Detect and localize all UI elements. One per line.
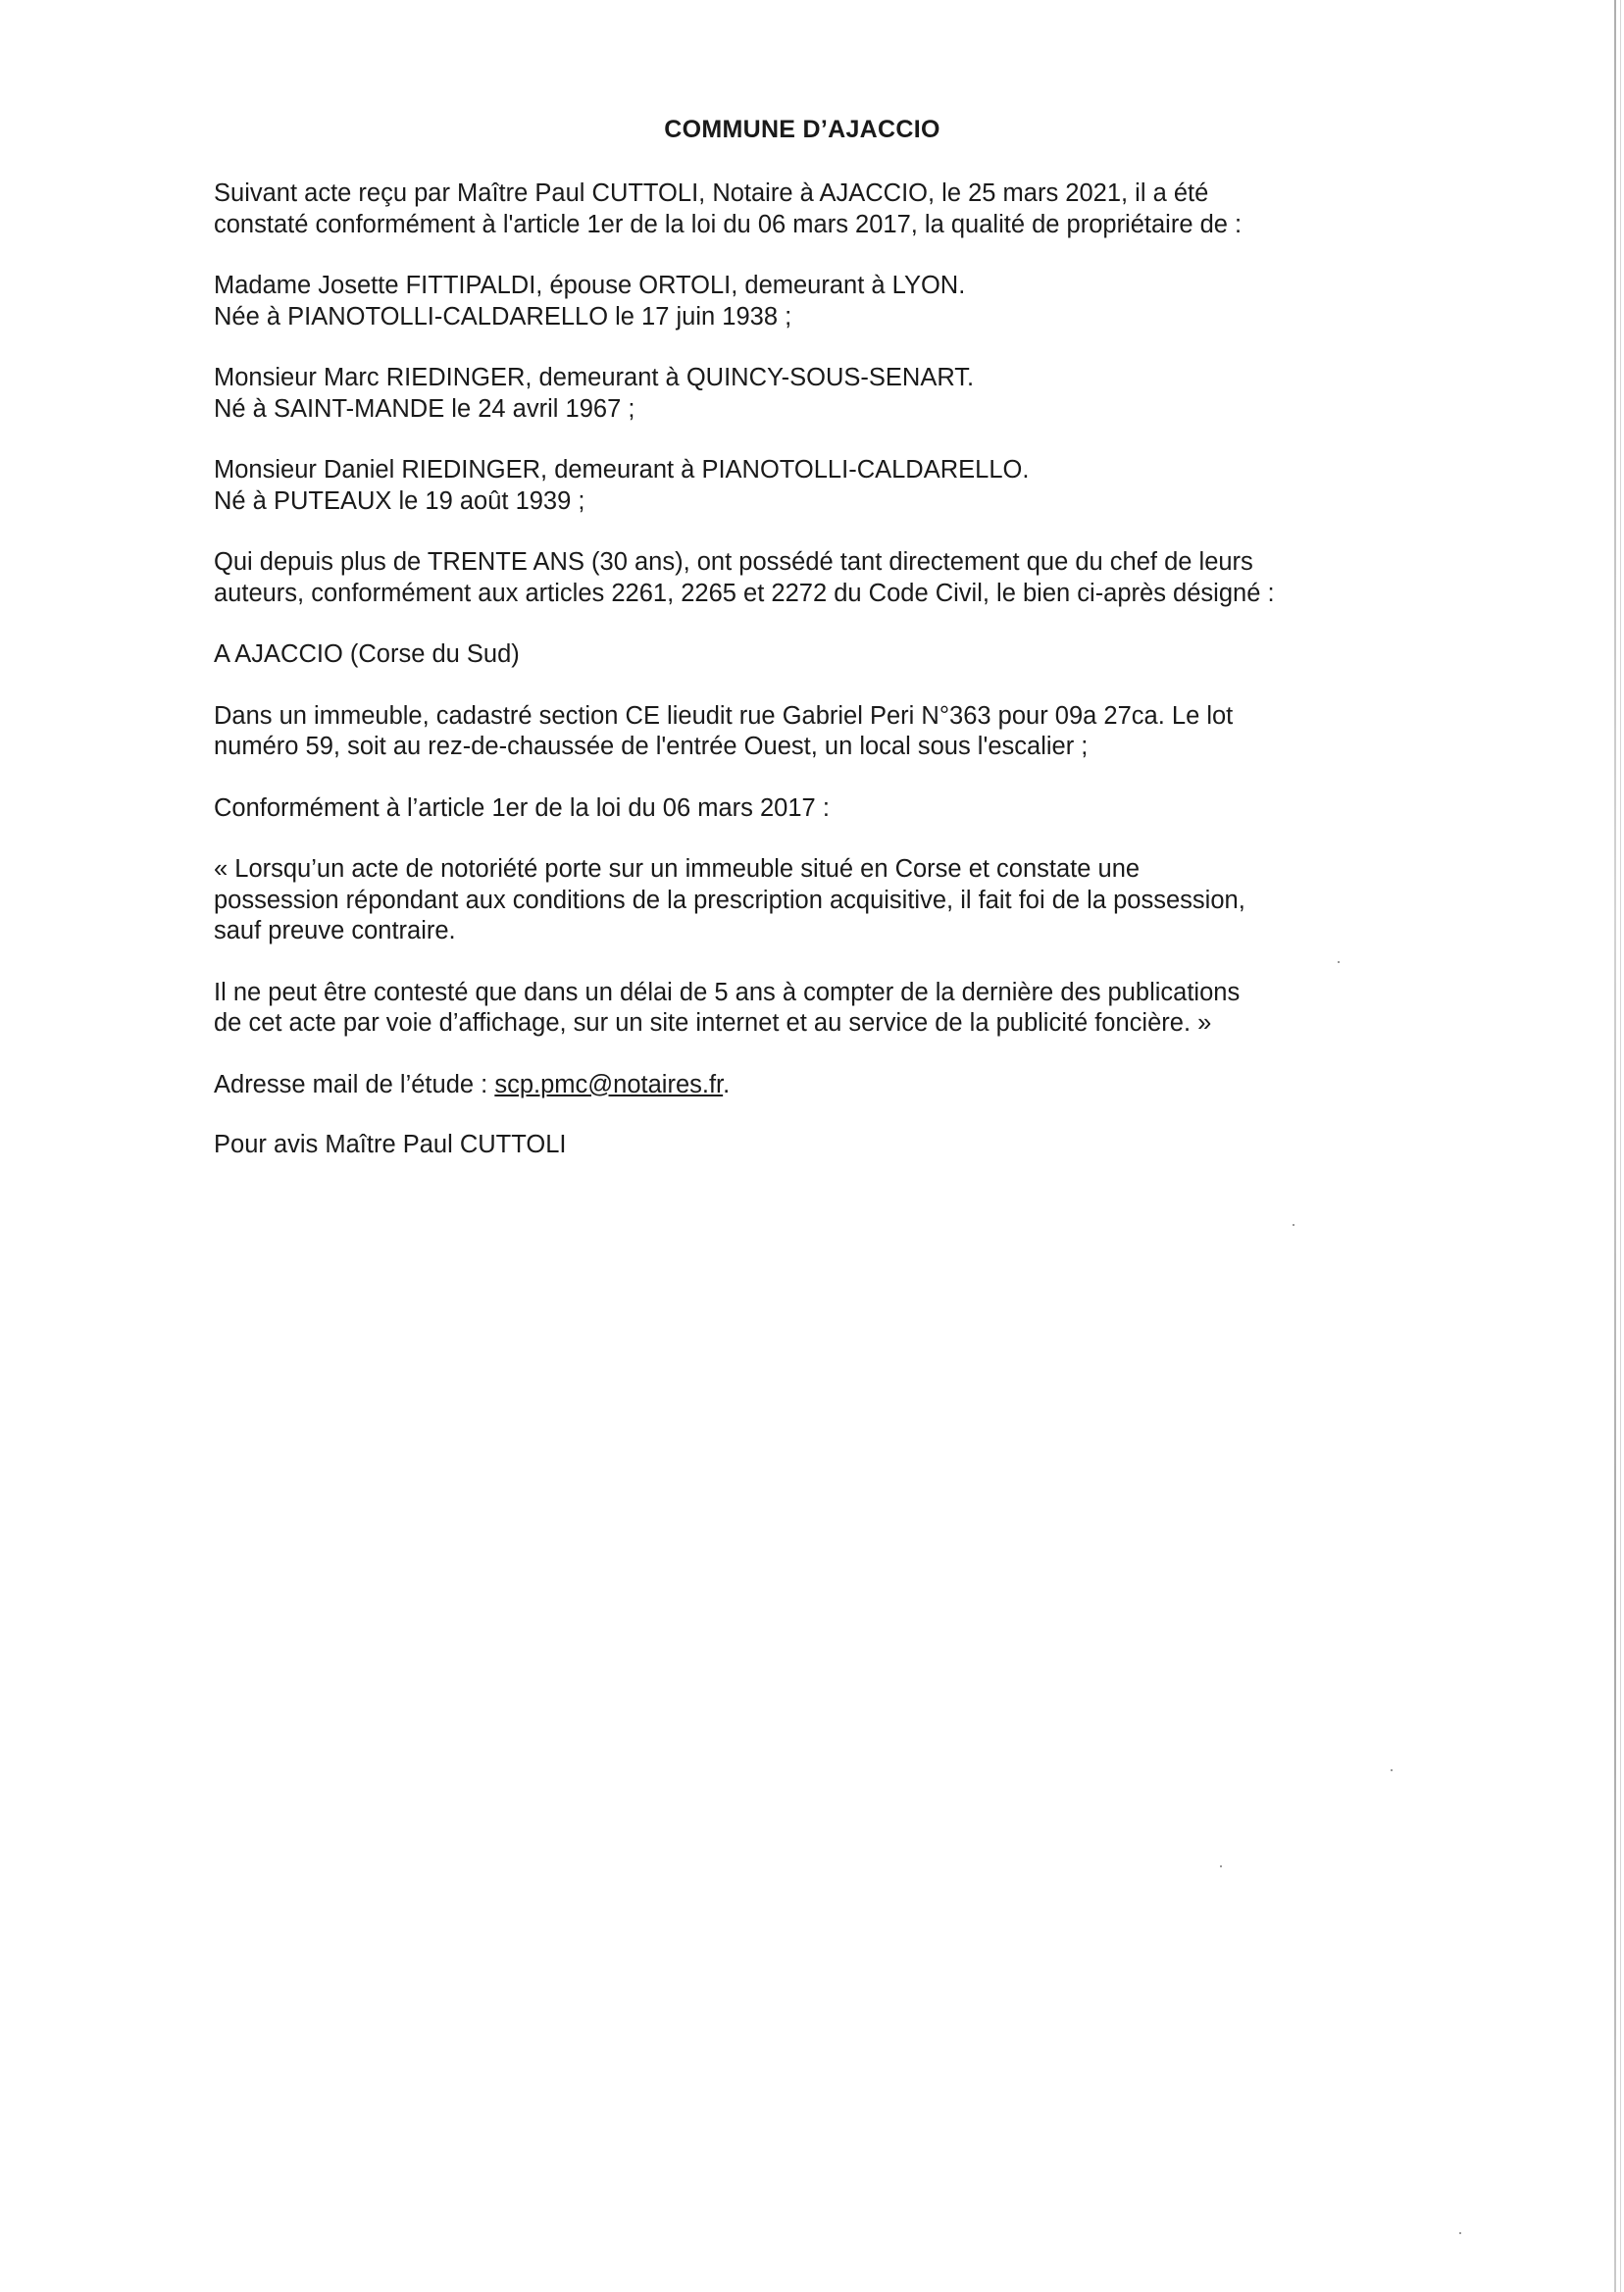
scan-speck (1293, 1224, 1294, 1226)
email-paragraph (214, 1070, 1405, 1101)
possession-line: Qui depuis plus de TRENTE ANS (30 ans), ont possédé tant directement que du chef de leurs (214, 548, 1253, 576)
law-reference-paragraph (214, 793, 1405, 825)
possession-line: auteurs, conformément aux articles 2261, 2265 et 2272 du Code Civil, le bien ci-après désigné : (214, 579, 1275, 607)
owner-name-line: Madame Josette FITTIPALDI, épouse ORTOLI, demeurant à LYON. (214, 272, 966, 299)
document-title: COMMUNE D’AJACCIO (664, 116, 940, 143)
intro-line: constaté conformément à l'article 1er de la loi du 06 mars 2017, la qualité de propriétaire de : (214, 210, 1243, 238)
quote-paragraph-2 (214, 978, 1405, 1040)
quote-line: possession répondant aux conditions de la prescription acquisitive, il fait foi de la possession, (214, 886, 1245, 914)
quote-paragraph-1 (214, 854, 1405, 947)
email-line (214, 1070, 1405, 1101)
owner-entry (214, 271, 1405, 332)
scan-speck (1338, 961, 1340, 963)
property-line: numéro 59, soit au rez-de-chaussée de l'entrée Ouest, un local sous l'escalier ; (214, 733, 1089, 760)
signature-paragraph (214, 1130, 1405, 1161)
scan-edge-shadow (1614, 0, 1616, 2292)
property-line: Dans un immeuble, cadastré section CE lieudit rue Gabriel Peri N°363 pour 09a 27ca. Le lot (214, 701, 1234, 730)
signature-line: Pour avis Maître Paul CUTTOLI (214, 1131, 567, 1158)
possession-paragraph (214, 547, 1405, 609)
quote-line: sauf preuve contraire. (214, 917, 456, 944)
owner-birth-line: Née à PIANOTOLLI-CALDARELLO le 17 juin 1938 ; (214, 302, 792, 331)
location-line: A AJACCIO (Corse du Sud) (214, 640, 520, 668)
owner-birth-line: Né à SAINT-MANDE le 24 avril 1967 ; (214, 394, 635, 423)
property-paragraph (214, 701, 1405, 763)
location-paragraph (214, 639, 1405, 671)
document-body (214, 178, 1405, 1192)
email-suffix: . (723, 1070, 731, 1098)
quote-line: de cet acte par voie d’affichage, sur un site internet et au service de la publicité foncière. » (214, 1009, 1212, 1037)
law-reference-line: Conformément à l’article 1er de la loi du 06 mars 2017 : (214, 793, 830, 822)
quote-line: « Lorsqu’un acte de notoriété porte sur un immeuble situé en Corse et constate une (214, 855, 1141, 883)
intro-paragraph (214, 178, 1405, 240)
scan-speck (1220, 1865, 1222, 1867)
scan-edge-line (1620, 0, 1621, 2292)
owner-name-line: Monsieur Daniel RIEDINGER, demeurant à PIANOTOLLI-CALDARELLO. (214, 456, 1030, 484)
owner-entry (214, 363, 1405, 425)
intro-line: Suivant acte reçu par Maître Paul CUTTOLI, Notaire à AJACCIO, le 25 mars 2021, il a été (214, 179, 1209, 207)
scan-speck (1391, 1769, 1393, 1771)
owner-birth-line: Né à PUTEAUX le 19 août 1939 ; (214, 486, 585, 515)
email-link[interactable]: scp.pmc@notaires.fr (494, 1070, 724, 1098)
scan-speck (1459, 2232, 1461, 2234)
owner-entry (214, 455, 1405, 517)
owner-name-line: Monsieur Marc RIEDINGER, demeurant à QUINCY-SOUS-SENART. (214, 364, 975, 391)
email-label: Adresse mail de l’étude : (214, 1070, 495, 1098)
quote-line: Il ne peut être contesté que dans un délai de 5 ans à compter de la dernière des publications (214, 978, 1241, 1006)
